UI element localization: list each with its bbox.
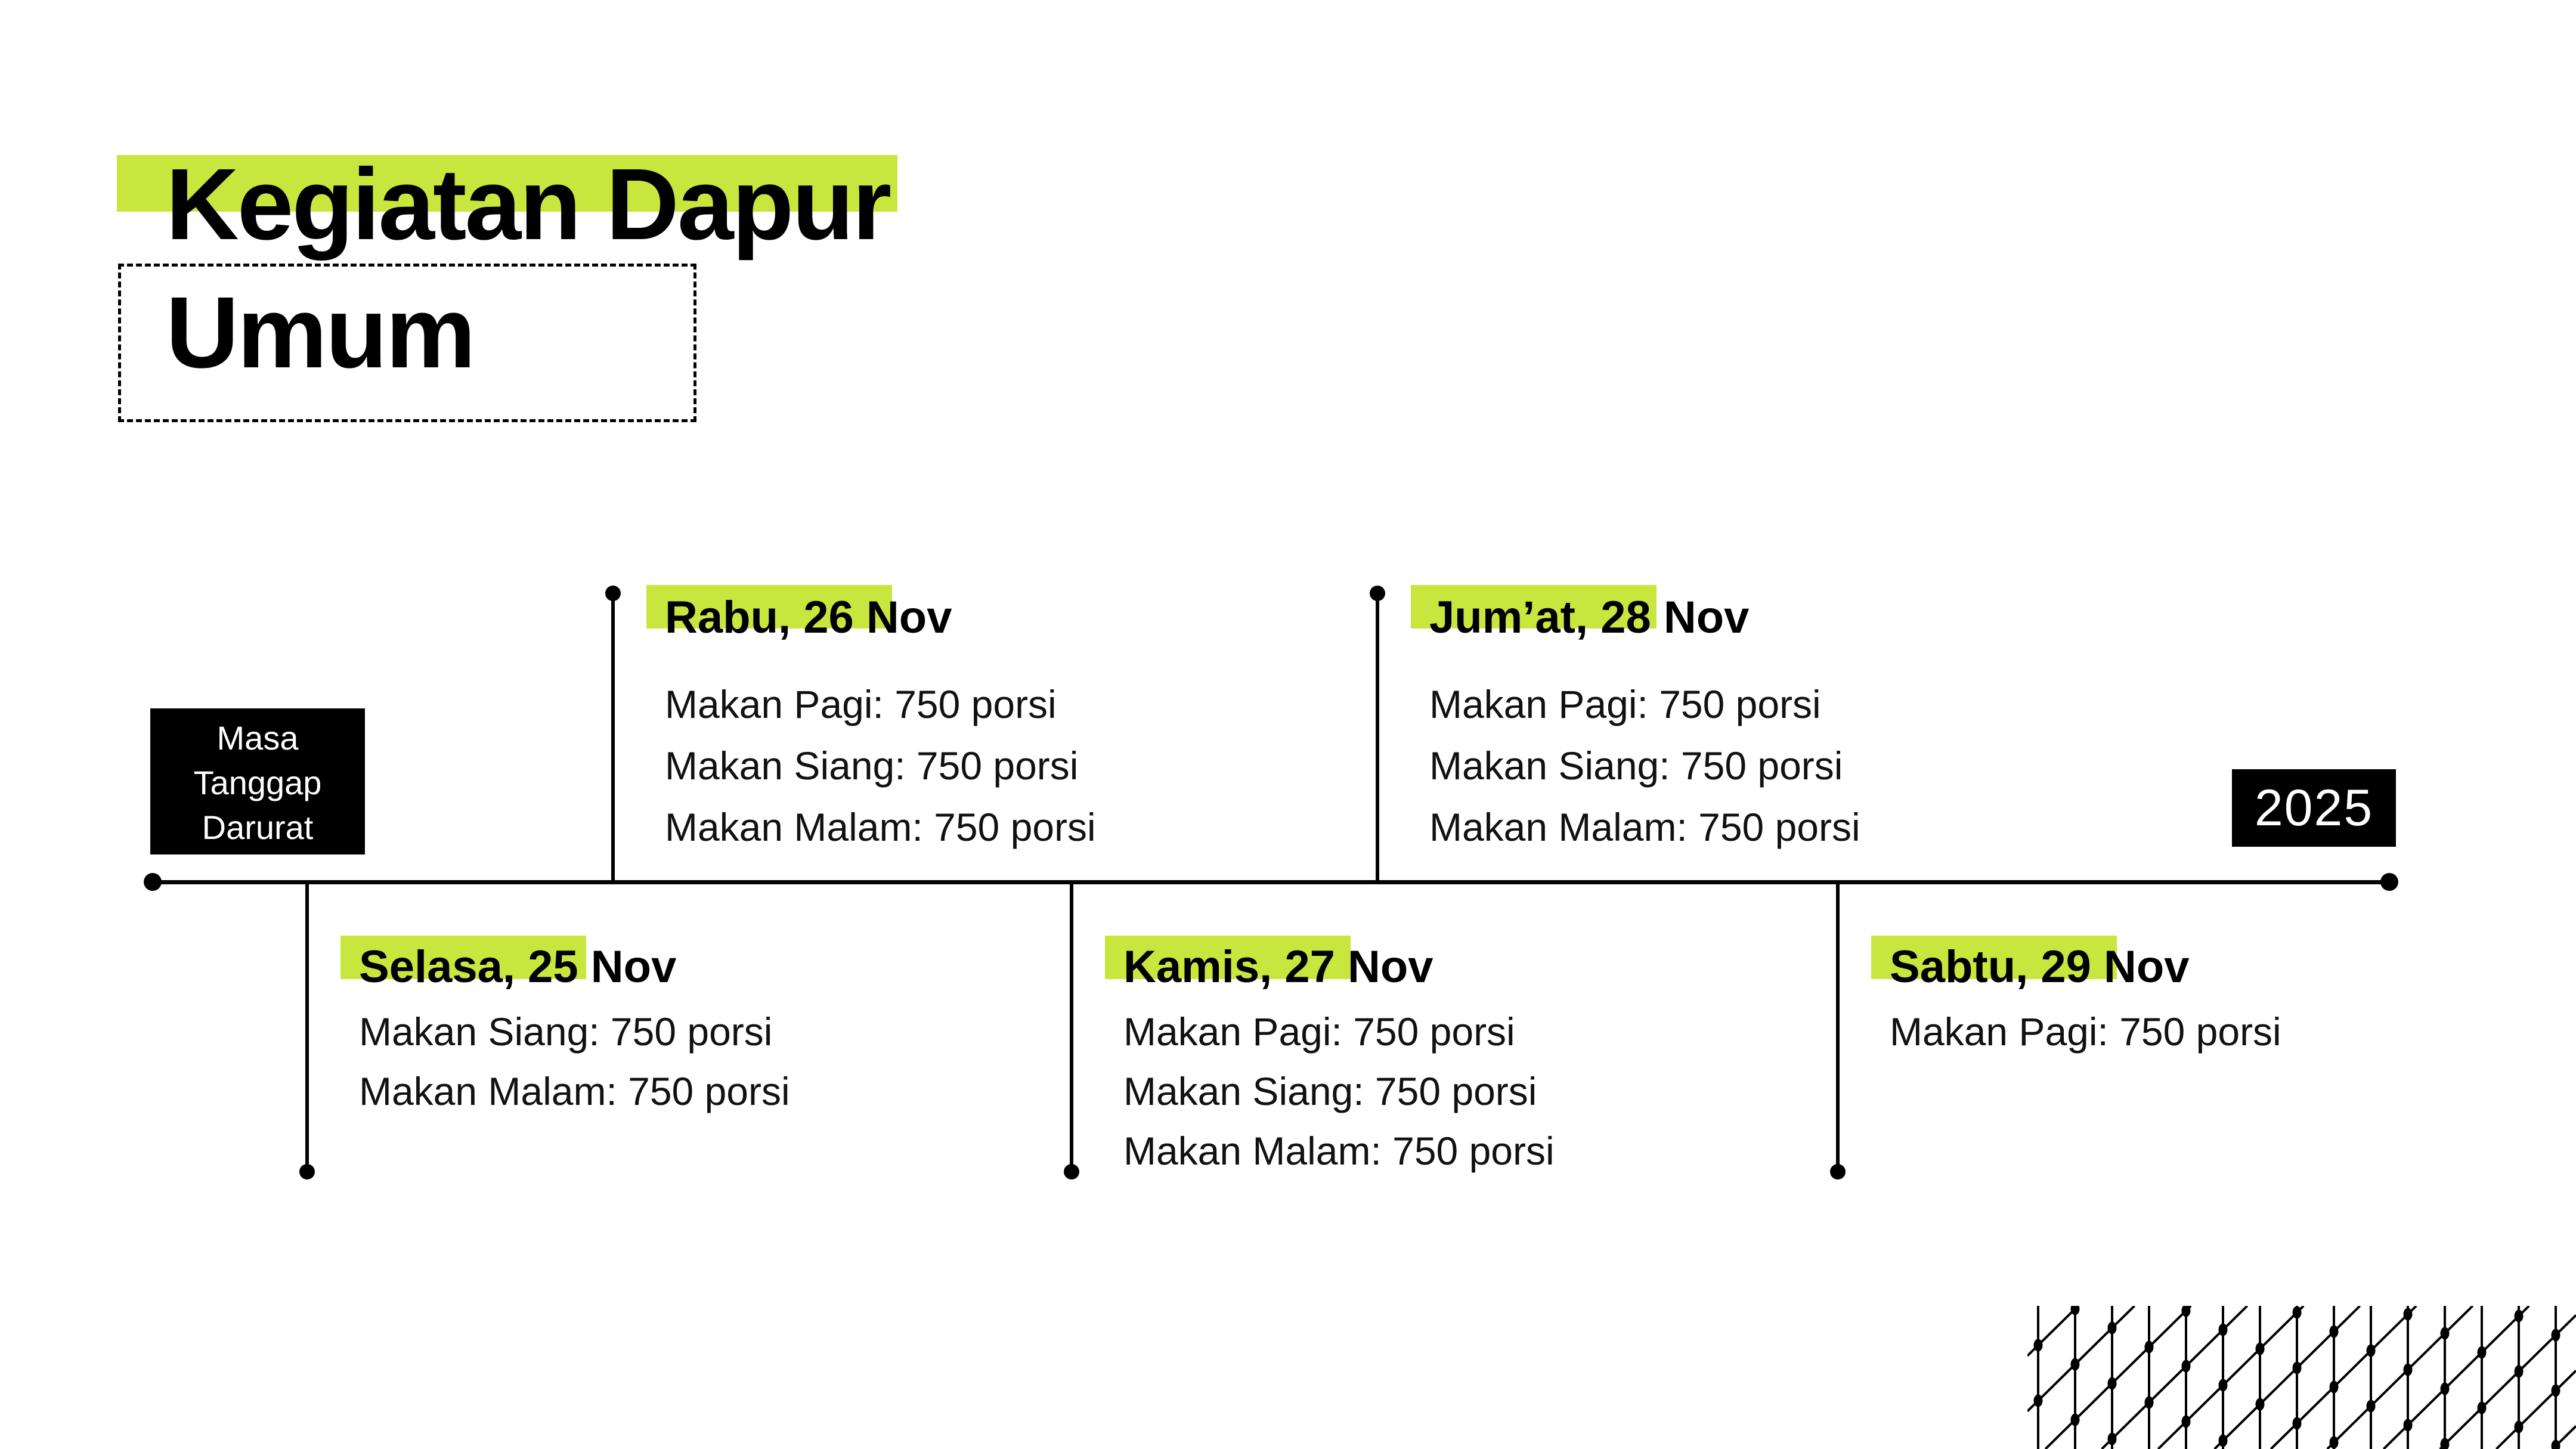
event-meals (1123, 1002, 1555, 1181)
meal-line: Makan Malam: 750 porsi (1429, 805, 1860, 849)
meal-line: Makan Malam: 750 porsi (665, 805, 1096, 849)
meal-line: Makan Malam: 750 porsi (359, 1069, 790, 1113)
event-meals (359, 1002, 790, 1121)
page-title-line2: Umum (166, 276, 474, 389)
event-group-kamis (1072, 936, 1644, 1270)
event-date: Rabu, 26 Nov (665, 592, 952, 643)
event-group-selasa (307, 936, 880, 1270)
event-meals (665, 674, 1096, 858)
timeline-start-dot (144, 873, 162, 891)
meal-line: Makan Siang: 750 porsi (1429, 744, 1843, 788)
event-meals (1890, 1002, 2281, 1061)
meal-line: Makan Siang: 750 porsi (665, 744, 1079, 788)
event-date: Selasa, 25 Nov (359, 942, 677, 992)
meal-line: Makan Siang: 750 porsi (1123, 1069, 1537, 1113)
year-badge: 2025 (2232, 769, 2396, 847)
event-date: Sabtu, 29 Nov (1890, 942, 2190, 992)
timeline-line (153, 880, 2389, 884)
meal-line: Makan Pagi: 750 porsi (1123, 1010, 1515, 1054)
event-meals (1429, 674, 1860, 858)
meal-line: Makan Malam: 750 porsi (1123, 1129, 1555, 1173)
event-date: Jum’at, 28 Nov (1429, 592, 1750, 643)
crosshatch-pattern-icon (2027, 1306, 2576, 1449)
event-date: Kamis, 27 Nov (1123, 942, 1433, 992)
meal-line: Makan Pagi: 750 porsi (1429, 682, 1821, 726)
era-label-box: Masa Tanggap Darurat (150, 708, 365, 854)
timeline-end-dot (2380, 873, 2398, 891)
meal-line: Makan Siang: 750 porsi (359, 1010, 773, 1054)
event-group-rabu (613, 585, 1185, 919)
page-title-line1: Kegiatan Dapur (166, 148, 890, 261)
event-group-jumat (1377, 585, 1950, 919)
meal-line: Makan Pagi: 750 porsi (665, 682, 1057, 726)
event-group-sabtu (1838, 936, 2410, 1270)
meal-line: Makan Pagi: 750 porsi (1890, 1010, 2281, 1054)
